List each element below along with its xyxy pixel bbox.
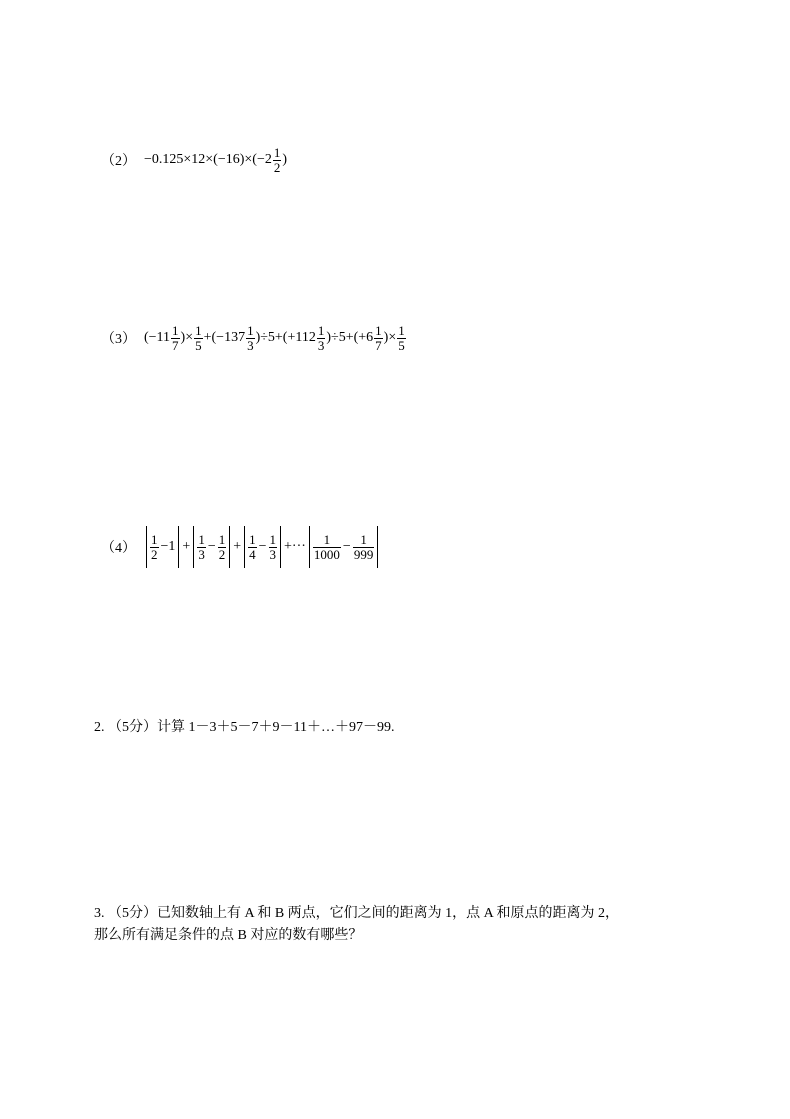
expression-text: )× bbox=[383, 330, 397, 346]
fraction bbox=[248, 533, 257, 561]
denominator: 2 bbox=[273, 159, 281, 175]
fraction bbox=[273, 146, 282, 174]
numerator: 1 bbox=[195, 323, 202, 338]
question-text-line-2: 那么所有满足条件的点 B 对应的数有哪些？ bbox=[94, 928, 363, 943]
expression-text: )× bbox=[180, 330, 194, 346]
denominator: 3 bbox=[247, 337, 254, 353]
problem-3 bbox=[101, 324, 407, 352]
expression-text: −1 bbox=[160, 539, 176, 554]
denominator: 3 bbox=[198, 546, 205, 562]
denominator: 5 bbox=[195, 337, 202, 353]
question-2 bbox=[94, 717, 714, 739]
fraction bbox=[269, 533, 278, 561]
fraction bbox=[246, 324, 255, 352]
numerator: 1 bbox=[247, 323, 254, 338]
problem-label: （2） bbox=[101, 154, 136, 170]
denominator: 7 bbox=[375, 337, 382, 353]
expression-text: +(−137 bbox=[203, 330, 246, 346]
expression-text: )÷5+(+6 bbox=[326, 330, 374, 346]
problem-label: （4） bbox=[101, 541, 136, 556]
numerator: 1 bbox=[317, 323, 325, 338]
numerator: 1 bbox=[218, 531, 226, 547]
absolute-value-2 bbox=[193, 526, 230, 568]
minus-sign: − bbox=[258, 539, 267, 554]
numerator: 1 bbox=[249, 531, 256, 547]
absolute-value-1 bbox=[146, 526, 179, 568]
numerator: 1 bbox=[273, 145, 281, 160]
fraction bbox=[171, 324, 180, 352]
denominator: 7 bbox=[172, 337, 179, 353]
numerator: 1 bbox=[398, 323, 405, 338]
fraction bbox=[313, 533, 341, 561]
problem-2 bbox=[101, 146, 287, 174]
ellipsis-sum: +··· bbox=[284, 539, 306, 554]
expression-text: (−11 bbox=[144, 330, 171, 346]
fraction bbox=[353, 533, 375, 561]
numerator: 1 bbox=[198, 531, 205, 547]
denominator: 4 bbox=[249, 546, 256, 562]
fraction bbox=[397, 324, 406, 352]
denominator: 3 bbox=[269, 546, 277, 562]
numerator: 1 bbox=[360, 531, 367, 547]
fraction bbox=[197, 533, 206, 561]
question-text-line-1: 3. （5分）已知数轴上有 A 和 B 两点，它们之间的距离为 1，点 A 和原点的距离为 2， bbox=[94, 906, 620, 921]
denominator: 1000 bbox=[313, 546, 340, 562]
fraction bbox=[150, 533, 159, 561]
numerator: 1 bbox=[151, 531, 158, 547]
minus-sign: − bbox=[342, 539, 351, 554]
denominator: 2 bbox=[151, 546, 158, 562]
absolute-value-3 bbox=[244, 526, 281, 568]
numerator: 1 bbox=[323, 531, 331, 547]
plus-sign: + bbox=[233, 539, 242, 554]
denominator: 3 bbox=[317, 337, 325, 353]
minus-sign: − bbox=[207, 539, 216, 554]
plus-sign: + bbox=[182, 539, 191, 554]
expression-text: )÷5+(+112 bbox=[255, 330, 316, 346]
fraction bbox=[374, 324, 383, 352]
denominator: 5 bbox=[398, 337, 405, 353]
problem-4 bbox=[101, 526, 380, 568]
fraction bbox=[194, 324, 203, 352]
question-text: 2. （5分）计算 1－3＋5－7＋9－11＋…＋97－99. bbox=[94, 720, 395, 735]
fraction bbox=[218, 533, 227, 561]
denominator: 999 bbox=[353, 546, 374, 562]
numerator: 1 bbox=[172, 323, 179, 338]
expression-text: −0.125×12×(−16)×(−2 bbox=[144, 152, 272, 168]
numerator: 1 bbox=[375, 323, 382, 338]
problem-label: （3） bbox=[101, 332, 136, 348]
denominator: 2 bbox=[218, 546, 226, 562]
question-3 bbox=[94, 903, 714, 947]
expression-text: ) bbox=[282, 152, 288, 168]
fraction bbox=[317, 324, 326, 352]
absolute-value-4 bbox=[309, 526, 378, 568]
numerator: 1 bbox=[269, 531, 277, 547]
